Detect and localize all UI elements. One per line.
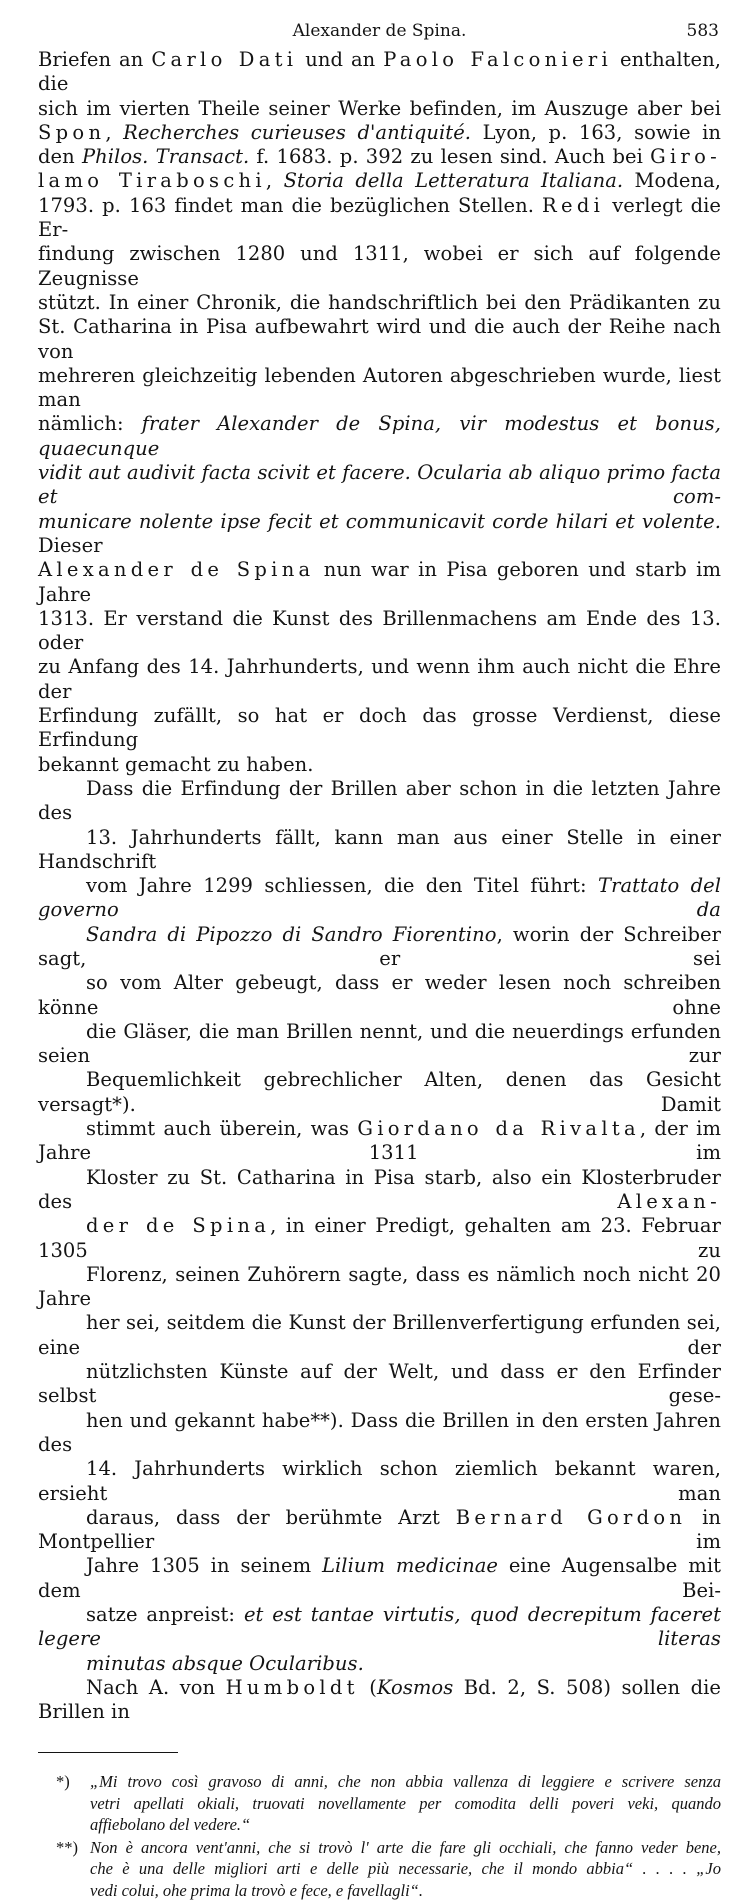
text-run: nämlich: [38, 412, 142, 436]
text-run: bekannt gemacht zu haben. [38, 752, 314, 776]
text-run: 13. Jahrhunderts fällt, kann man aus einer Stelle in einer Handschrift [38, 825, 721, 873]
text-line [38, 1554, 721, 1603]
text-line [38, 874, 721, 923]
italic-text: municare nolente ipse fecit et communicavit corde hilari et volente. [38, 509, 721, 533]
running-title: Alexander de Spina. [292, 21, 467, 41]
italic-text: Recherches curieuses d'antiquité. [123, 120, 472, 144]
text-line [38, 1214, 721, 1263]
paragraph [38, 777, 721, 1676]
text-line [38, 1117, 721, 1166]
spaced-name: Redi [542, 193, 605, 217]
text-run: 1793. p. 163 findet man die bezüglichen Stellen. [38, 193, 543, 217]
text-line [38, 461, 721, 510]
paragraph [38, 48, 721, 777]
text-line [38, 923, 721, 972]
text-run: mehreren gleichzeitig lebenden Autoren abgeschrieben wurde, liest man [38, 363, 721, 412]
text-run: den [38, 145, 82, 169]
italic-text: frater Alexander de Spina, vir modestus et bonus, quaecunque [38, 412, 721, 460]
text-run: hen und gekannt habe**). Dass die Brillen in den ersten Jahren des [38, 1408, 721, 1456]
text-run: stimmt auch überein, was [86, 1117, 358, 1141]
text-line [38, 291, 721, 315]
text-line [38, 48, 721, 97]
footnote-line: Non è ancora vent'anni, che si trovò l' arte die fare gli occhiali, che fanno veder bene, [90, 1837, 721, 1857]
footnote-mark: **) [56, 1837, 78, 1857]
text-run: vom Jahre 1299 schliessen, die den Titel führt: [86, 874, 599, 898]
spaced-name: Bernard Gordon [455, 1505, 687, 1529]
text-run: ( [358, 1675, 377, 1699]
text-run: Erfindung zufällt, so hat er doch das grosse Verdienst, diese Erfindung [38, 704, 721, 752]
text-line [38, 1457, 721, 1506]
text-line [38, 364, 721, 413]
main-text [38, 48, 721, 1724]
text-line [38, 121, 721, 145]
spaced-name: Humboldt [225, 1675, 359, 1699]
italic-text: Trattato del governo da [38, 874, 722, 922]
footnote-line: „Mi trovo così gravoso di anni, che non abbia vallenza di leggiere e scrivere senza [90, 1772, 721, 1792]
spaced-name: Carlo Dati [151, 48, 298, 71]
text-line [38, 242, 721, 291]
text-run: f. 1683. p. 392 zu lesen sind. Auch bei [249, 145, 651, 169]
footnote-line: affiebolano del vedere.“ [90, 1815, 251, 1835]
text-line [38, 412, 721, 461]
text-run: Dieser [38, 533, 103, 557]
text-run: sich im vierten Theile seiner Werke befinden, im Auszuge aber bei [38, 96, 721, 120]
text-line [38, 777, 721, 826]
text-run: Bequemlichkeit gebrechlicher Alten, denen das Gesicht versagt*). Damit [38, 1068, 721, 1116]
text-line [38, 1263, 721, 1312]
text-run: Nach A. von [86, 1675, 226, 1699]
text-run: enthalten, die [38, 48, 721, 96]
footnote [38, 1837, 721, 1901]
text-line [38, 1652, 721, 1676]
text-run: Bd. 2, S. 508) sollen die Brillen in [38, 1675, 722, 1724]
text-line [38, 1311, 721, 1360]
italic-text: et est tantae virtutis, quod decrepitum faceret legere literas [38, 1603, 721, 1651]
footnote-line: vetri apellati okiali, truovati novellamente per comodita delli poveri veki, quando [90, 1793, 721, 1813]
text-run: findung zwischen 1280 und 1311, wobei er sich auf folgende Zeugnisse [38, 242, 721, 290]
text-run: die Gläser, die man Brillen nennt, und die neuerdings erfunden seien zur [38, 1019, 721, 1068]
spaced-name: Giordano da Rivalta [357, 1117, 640, 1141]
text-line [38, 315, 721, 364]
italic-text: Storia della Letteratura Italiana. [283, 169, 624, 193]
text-line [38, 1676, 721, 1725]
text-run: Modena, [623, 169, 722, 193]
text-line [38, 145, 721, 169]
text-run: Florenz, seinen Zuhörern sagte, dass es nämlich noch nicht 20 Jahre [38, 1262, 721, 1311]
page-number: 583 [686, 21, 719, 41]
text-run: her sei, seitdem die Kunst der Brillenverfertigung erfunden sei, eine der [38, 1311, 721, 1359]
paragraph [38, 1676, 721, 1725]
text-line [38, 1020, 721, 1069]
text-run: Dass die Erfindung der Brillen aber schon in die letzten Jahre des [38, 776, 721, 825]
text-run: St. Catharina in Pisa aufbewahrt wird und die auch der Reihe nach von [38, 315, 721, 363]
spaced-name: Spon [38, 120, 106, 144]
text-line [38, 704, 721, 753]
text-run: in Montpellier im [38, 1505, 722, 1554]
text-run: 14. Jahrhunderts wirklich schon ziemlich bekannt waren, ersieht man [38, 1457, 721, 1505]
text-run: , in einer Predigt, gehalten am 23. Februar 1305 zu [38, 1214, 721, 1262]
text-line [38, 1506, 721, 1555]
footnote-rule [38, 1752, 178, 1753]
text-run: Jahre 1305 in seinem [86, 1554, 322, 1578]
text-line [38, 1166, 721, 1215]
text-line [38, 1409, 721, 1458]
text-line [38, 169, 721, 193]
footnote-line: vedi colui, ohe prima la trovò e fece, e favellagli“. [90, 1880, 423, 1900]
text-run: 1313. Er verstand die Kunst des Brillenmachens am Ende des 13. oder [38, 606, 721, 655]
text-run: und an [297, 48, 384, 71]
text-line [38, 97, 721, 121]
text-run: Lyon, p. 163, sowie in [471, 120, 721, 144]
text-line [38, 194, 721, 243]
footnote-text [90, 1771, 721, 1836]
italic-text: vidit aut audivit facta scivit et facere. Ocularia ab aliquo primo facta et com- [38, 461, 721, 509]
text-run: , worin der Schreiber sagt, er sei [38, 922, 721, 970]
text-run: verlegt die Er- [38, 193, 721, 242]
footnote [38, 1771, 721, 1836]
text-run: so vom Alter gebeugt, dass er weder lesen noch schreiben könne ohne [38, 971, 721, 1019]
text-run: nun war in Pisa geboren und starb im Jahre [38, 558, 721, 606]
text-line [38, 510, 721, 559]
italic-text: Philos. Transact. [81, 145, 250, 169]
text-line [38, 971, 721, 1020]
spaced-name: Alexander de Spina [38, 558, 315, 582]
footnotes [38, 1771, 721, 1901]
text-run: eine Augensalbe mit dem Bei- [38, 1554, 721, 1602]
italic-text: Lilium medicinae [322, 1554, 498, 1578]
text-run: , der im Jahre 1311 im [38, 1117, 721, 1165]
italic-text: minutas absque Ocularibus. [86, 1651, 364, 1675]
text-run: zu Anfang des 14. Jahrhunderts, und wenn ihm auch nicht die Ehre der [38, 655, 721, 703]
footnote-text [90, 1837, 721, 1901]
text-run: stützt. In einer Chronik, die handschriftlich bei den Prädikanten zu [38, 290, 721, 314]
running-head [38, 14, 721, 48]
text-line [38, 1360, 721, 1409]
text-line [38, 1068, 721, 1117]
spaced-name: Alexan- [617, 1189, 721, 1213]
text-line [38, 607, 721, 656]
text-run: Kloster zu St. Catharina in Pisa starb, also ein Klosterbruder des [38, 1165, 721, 1213]
spaced-name: der de Spina [86, 1214, 271, 1238]
spaced-name: lamo Tiraboschi [38, 169, 266, 193]
text-line [38, 826, 721, 875]
text-line [38, 753, 721, 777]
text-line [38, 655, 721, 704]
footnote-line: che è una delle migliori arti e delle più necessarie, che il mondo abbia“ . . . . „Jo [90, 1859, 721, 1879]
text-run: , [265, 169, 284, 193]
text-run: satze anpreist: [86, 1603, 244, 1626]
text-run: , [105, 120, 124, 144]
spaced-name: Paolo Falconieri [383, 48, 613, 71]
spaced-name: Giro- [650, 145, 722, 169]
italic-text: Sandra di Pipozzo di Sandro Fiorentino [86, 922, 497, 946]
text-run: daraus, dass der berühmte Arzt [86, 1505, 456, 1529]
text-run: nützlichsten Künste auf der Welt, und dass er den Erfinder selbst gese- [38, 1360, 721, 1408]
italic-text: Kosmos [376, 1675, 454, 1699]
footnote-mark: *) [56, 1772, 70, 1792]
text-line [38, 1603, 721, 1652]
text-line [38, 558, 721, 607]
text-run: Briefen an [38, 48, 152, 71]
